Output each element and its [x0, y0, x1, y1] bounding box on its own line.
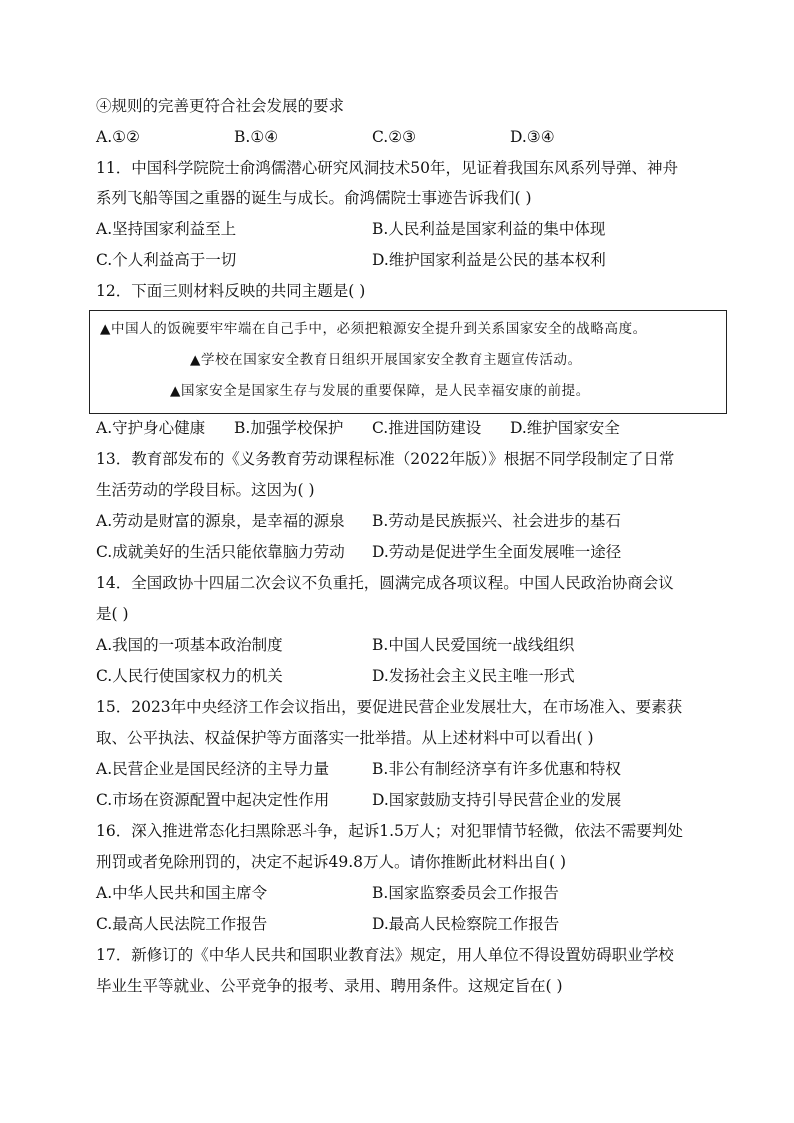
- q15-option-d: D.国家鼓励支持引导民营企业的发展: [372, 791, 622, 809]
- q14-option-c: C.人民行使国家权力的机关: [96, 667, 283, 685]
- q11-option-c: C.个人利益高于一切: [96, 251, 237, 269]
- q12-material-2: ▲学校在国家安全教育日组织开展国家安全教育主题宣传活动。: [190, 352, 582, 368]
- top-option-c: C.②③: [372, 128, 417, 146]
- q17-stem-line1: 17．新修订的《中华人民共和国职业教育法》规定，用人单位不得设置妨碍职业学校: [96, 946, 674, 964]
- q12-material-1: ▲中国人的饭碗要牢牢端在自己手中，必须把粮源安全提升到关系国家安全的战略高度。: [100, 321, 647, 337]
- top-option-d: D.③④: [510, 128, 555, 146]
- q12-material-box: [89, 310, 727, 414]
- q13-option-a: A.劳动是财富的源泉，是幸福的源泉: [96, 512, 345, 530]
- q14-stem-line2: 是( ): [96, 605, 129, 623]
- q15-stem-line2: 取、公平执法、权益保护等方面落实一批举措。从上述材料中可以看出( ): [96, 729, 594, 747]
- q15-option-c: C.市场在资源配置中起决定性作用: [96, 791, 330, 809]
- q16-option-c: C.最高人民法院工作报告: [96, 915, 268, 933]
- q14-option-b: B.中国人民爱国统一战线组织: [372, 636, 575, 654]
- q12-material-3: ▲国家安全是国家生存与发展的重要保障，是人民幸福安康的前提。: [170, 383, 590, 399]
- top-option-a: A.①②: [96, 128, 140, 146]
- q12-option-b: B.加强学校保护: [234, 419, 344, 437]
- q17-stem-line2: 毕业生平等就业、公平竞争的报考、录用、聘用条件。这规定旨在( ): [96, 977, 563, 995]
- q12-option-d: D.维护国家安全: [510, 419, 620, 437]
- q14-option-d: D.发扬社会主义民主唯一形式: [372, 667, 575, 685]
- q16-option-a: A.中华人民共和国主席令: [96, 884, 268, 902]
- statement-4: ④规则的完善更符合社会发展的要求: [96, 97, 345, 115]
- q13-option-d: D.劳动是促进学生全面发展唯一途径: [372, 543, 622, 561]
- q12-option-a: A.守护身心健康: [96, 419, 206, 437]
- q11-option-d: D.维护国家利益是公民的基本权利: [372, 251, 606, 269]
- q15-stem-line1: 15．2023年中央经济工作会议指出，要促进民营企业发展壮大，在市场准入、要素获: [96, 698, 683, 716]
- q15-option-a: A.民营企业是国民经济的主导力量: [96, 760, 330, 778]
- q16-option-d: D.最高人民检察院工作报告: [372, 915, 560, 933]
- q16-stem-line1: 16．深入推进常态化扫黑除恶斗争，起诉1.5万人；对犯罪情节轻微，依法不需要判处: [96, 822, 683, 840]
- q14-stem-line1: 14．全国政协十四届二次会议不负重托，圆满完成各项议程。中国人民政治协商会议: [96, 574, 674, 592]
- q16-stem-line2: 刑罚或者免除刑罚的，决定不起诉49.8万人。请你推断此材料出自( ): [96, 853, 567, 871]
- q11-option-b: B.人民利益是国家利益的集中体现: [372, 220, 606, 238]
- q13-option-b: B.劳动是民族振兴、社会进步的基石: [372, 512, 621, 530]
- q13-stem-line1: 13．教育部发布的《义务教育劳动课程标准（2022年版）》根据不同学段制定了日常: [96, 450, 675, 468]
- q11-stem-line2: 系列飞船等国之重器的诞生与成长。俞鸿儒院士事迹告诉我们( ): [96, 189, 532, 207]
- q11-stem-line1: 11．中国科学院院士俞鸿儒潜心研究风洞技术50年，见证着我国东风系列导弹、神舟: [96, 159, 678, 177]
- q15-option-b: B.非公有制经济享有许多优惠和特权: [372, 760, 621, 778]
- q13-stem-line2: 生活劳动的学段目标。这因为( ): [96, 481, 315, 499]
- q11-option-a: A.坚持国家利益至上: [96, 220, 237, 238]
- q14-option-a: A.我国的一项基本政治制度: [96, 636, 283, 654]
- q13-option-c: C.成就美好的生活只能依靠脑力劳动: [96, 543, 345, 561]
- top-option-b: B.①④: [234, 128, 279, 146]
- q12-stem: 12．下面三则材料反映的共同主题是( ): [96, 282, 366, 300]
- q12-option-c: C.推进国防建设: [372, 419, 482, 437]
- q16-option-b: B.国家监察委员会工作报告: [372, 884, 559, 902]
